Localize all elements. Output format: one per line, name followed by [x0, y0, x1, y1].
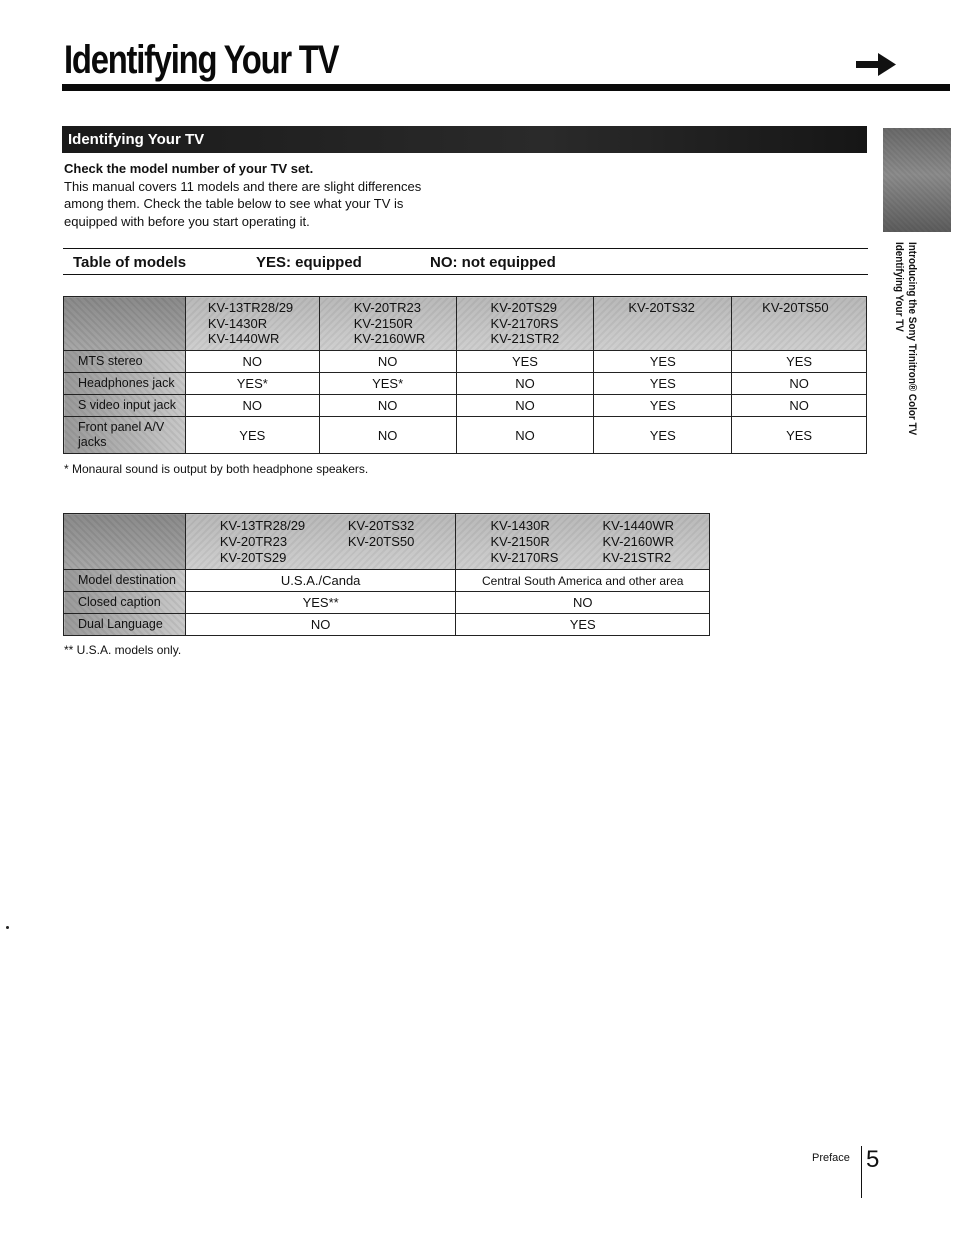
column-header — [319, 297, 456, 351]
table-corner — [64, 297, 186, 351]
model-group — [602, 518, 674, 566]
table-cell: NO — [732, 373, 867, 395]
table-cell: NO — [456, 373, 594, 395]
intro-body: This manual covers 11 models and there are slight differences among them. Check the table below to see what your TV is equipped with before you start operating it. — [64, 178, 422, 229]
table-cell: NO — [319, 351, 456, 373]
table-row — [64, 417, 867, 454]
table-cell: YES — [594, 395, 732, 417]
side-tab-text — [892, 242, 918, 435]
table-cell: YES — [456, 351, 594, 373]
table-cell: YES — [732, 351, 867, 373]
table-cell: YES — [456, 614, 710, 636]
table-row — [64, 592, 710, 614]
model-name: KV-20TS29 — [219, 550, 287, 565]
model-group — [490, 518, 558, 566]
table-header-row — [64, 297, 867, 351]
row-label-line: Front panel A/V — [78, 420, 165, 434]
column-header — [456, 297, 594, 351]
section-title: Identifying Your TV — [62, 126, 867, 153]
row-label: Dual Language — [64, 614, 186, 636]
column-header — [185, 514, 456, 570]
model-name: KV-2160WR — [353, 331, 426, 346]
table-row — [64, 614, 710, 636]
side-tab-line1: Introducing the Sony Trinitron® Color TV — [906, 242, 918, 436]
table-cell: YES** — [185, 592, 456, 614]
row-label — [64, 417, 186, 454]
model-name: KV-2150R — [490, 534, 550, 549]
table-header-row — [64, 514, 710, 570]
title-rule — [62, 84, 950, 91]
model-name: KV-20TS32 — [628, 300, 695, 315]
table-row — [64, 570, 710, 592]
model-name: KV-21STR2 — [490, 331, 560, 346]
model-name: KV-21STR2 — [602, 550, 672, 565]
column-header — [732, 297, 867, 351]
table-cell: YES* — [319, 373, 456, 395]
table-cell: NO — [456, 417, 594, 454]
table-corner — [64, 514, 186, 570]
model-name: KV-20TS50 — [347, 534, 415, 549]
column-header — [185, 297, 319, 351]
page-number: 5 — [866, 1146, 880, 1173]
row-label-line: jacks — [78, 435, 107, 449]
row-label: Closed caption — [64, 592, 186, 614]
table-cell: NO — [185, 351, 319, 373]
table-cell: NO — [185, 614, 456, 636]
model-name: KV-20TS50 — [762, 300, 829, 315]
table-cell: YES — [594, 373, 732, 395]
model-name: KV-13TR28/29 — [219, 518, 306, 533]
table-cell: YES — [594, 351, 732, 373]
table-row — [64, 395, 867, 417]
scan-speck — [6, 926, 9, 929]
side-tab-line2: Identifying Your TV — [893, 242, 905, 332]
model-name: KV-2150R — [353, 315, 413, 331]
intro-lead: Check the model number of your TV set. — [64, 161, 314, 176]
legend-yes: YES: equipped — [256, 254, 362, 271]
row-label: S video input jack — [64, 395, 186, 417]
model-name: KV-2160WR — [602, 534, 674, 549]
model-name: KV-20TR23 — [219, 534, 288, 549]
destination-table — [63, 513, 710, 636]
table-cell: NO — [185, 395, 319, 417]
model-name: KV-2170RS — [490, 550, 559, 565]
features-table — [63, 296, 867, 454]
table-cell: YES — [732, 417, 867, 454]
legend-no: NO: not equipped — [430, 254, 556, 271]
models-table-title: Table of models — [73, 254, 187, 271]
models-header — [63, 248, 868, 275]
table-cell: NO — [732, 395, 867, 417]
model-name: KV-1430R — [207, 315, 268, 331]
row-label: Headphones jack — [64, 373, 186, 395]
table-row — [64, 351, 867, 373]
table-cell: YES — [594, 417, 732, 454]
model-name: KV-1430R — [490, 518, 550, 533]
model-name: KV-20TR23 — [353, 300, 421, 315]
table-cell: NO — [319, 395, 456, 417]
model-group — [220, 518, 305, 566]
table-cell: NO — [456, 395, 594, 417]
model-name: KV-20TS29 — [490, 300, 558, 315]
column-header — [594, 297, 732, 351]
model-name: KV-13TR28/29 — [207, 300, 294, 315]
model-name: KV-2170RS — [490, 315, 559, 331]
table-cell: YES — [185, 417, 319, 454]
table-cell: YES* — [185, 373, 319, 395]
table1-footnote: * Monaural sound is output by both headphone speakers. — [64, 462, 369, 476]
model-name: KV-1440WR — [207, 331, 280, 346]
side-tab-image — [883, 128, 951, 232]
row-label: Model destination — [64, 570, 186, 592]
table-cell: NO — [456, 592, 710, 614]
column-header — [456, 514, 710, 570]
table2-footnote: ** U.S.A. models only. — [64, 643, 182, 657]
table-cell: Central South America and other area — [456, 570, 710, 592]
intro — [64, 160, 484, 230]
page-title: Identifying Your TV — [64, 38, 339, 82]
table-cell: NO — [319, 417, 456, 454]
model-group — [348, 518, 415, 550]
arrow-right-icon — [856, 52, 896, 76]
footer-rule — [861, 1146, 862, 1198]
table-row — [64, 373, 867, 395]
model-name: KV-20TS32 — [347, 518, 415, 533]
row-label: MTS stereo — [64, 351, 186, 373]
table-cell: U.S.A./Canda — [185, 570, 456, 592]
model-name: KV-1440WR — [602, 518, 674, 533]
footer-section-label: Preface — [812, 1152, 850, 1164]
